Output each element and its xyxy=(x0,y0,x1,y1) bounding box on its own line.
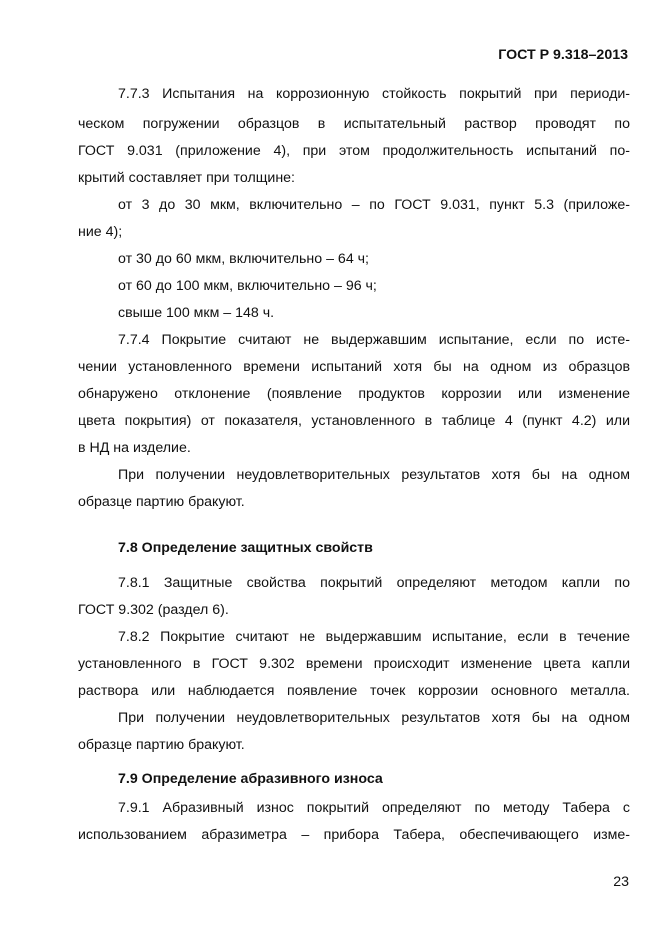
text-line: образце партию бракуют. xyxy=(78,737,245,753)
text-line: чении установленного времени испытаний хотя бы на одном из образцов xyxy=(78,359,630,375)
text-line: образце партию бракуют. xyxy=(78,494,245,510)
text-line: 7.8.2 Покрытие считают не выдержавшим испытание, если в течение xyxy=(118,629,630,645)
text-line: от 3 до 30 мкм, включительно – по ГОСТ 9.031, пункт 5.3 (приложе- xyxy=(118,197,630,213)
document-header: ГОСТ Р 9.318–2013 xyxy=(498,47,628,63)
text-line: 7.7.3 Испытания на коррозионную стойкость покрытий при периоди- xyxy=(118,86,630,102)
text-line: 7.7.4 Покрытие считают не выдержавшим испытание, если по исте- xyxy=(118,332,630,348)
text-line: раствора или наблюдается появление точек коррозии основного металла. xyxy=(78,683,630,699)
text-line: использованием абразиметра – прибора Табера, обеспечивающего изме- xyxy=(78,827,630,843)
text-line: в НД на изделие. xyxy=(78,440,191,456)
text-line: ние 4); xyxy=(78,224,123,240)
text-line: цвета покрытия) от показателя, установленного в таблице 4 (пункт 4.2) или xyxy=(78,413,630,429)
text-line: ГОСТ 9.031 (приложение 4), при этом продолжительность испытаний по- xyxy=(78,143,630,159)
text-line: установленного в ГОСТ 9.302 времени происходит изменение цвета капли xyxy=(78,656,630,672)
text-line: ГОСТ 9.302 (раздел 6). xyxy=(78,602,229,618)
text-line: 7.9.1 Абразивный износ покрытий определяют по методу Табера с xyxy=(118,800,630,816)
text-line: ческом погружении образцов в испытательный раствор проводят по xyxy=(78,116,630,132)
text-line: от 60 до 100 мкм, включительно – 96 ч; xyxy=(118,278,377,294)
page-number: 23 xyxy=(613,874,629,890)
text-line: от 30 до 60 мкм, включительно – 64 ч; xyxy=(118,251,369,267)
section-heading: 7.9 Определение абразивного износа xyxy=(118,771,383,787)
text-line: обнаружено отклонение (появление продуктов коррозии или изменение xyxy=(78,386,630,402)
section-heading: 7.8 Определение защитных свойств xyxy=(118,540,373,556)
text-line: При получении неудовлетворительных результатов хотя бы на одном xyxy=(118,710,630,726)
text-line: 7.8.1 Защитные свойства покрытий определяют методом капли по xyxy=(118,575,630,591)
text-line: При получении неудовлетворительных результатов хотя бы на одном xyxy=(118,467,630,483)
text-line: крытий составляет при толщине: xyxy=(78,170,295,186)
text-line: свыше 100 мкм – 148 ч. xyxy=(118,305,275,321)
